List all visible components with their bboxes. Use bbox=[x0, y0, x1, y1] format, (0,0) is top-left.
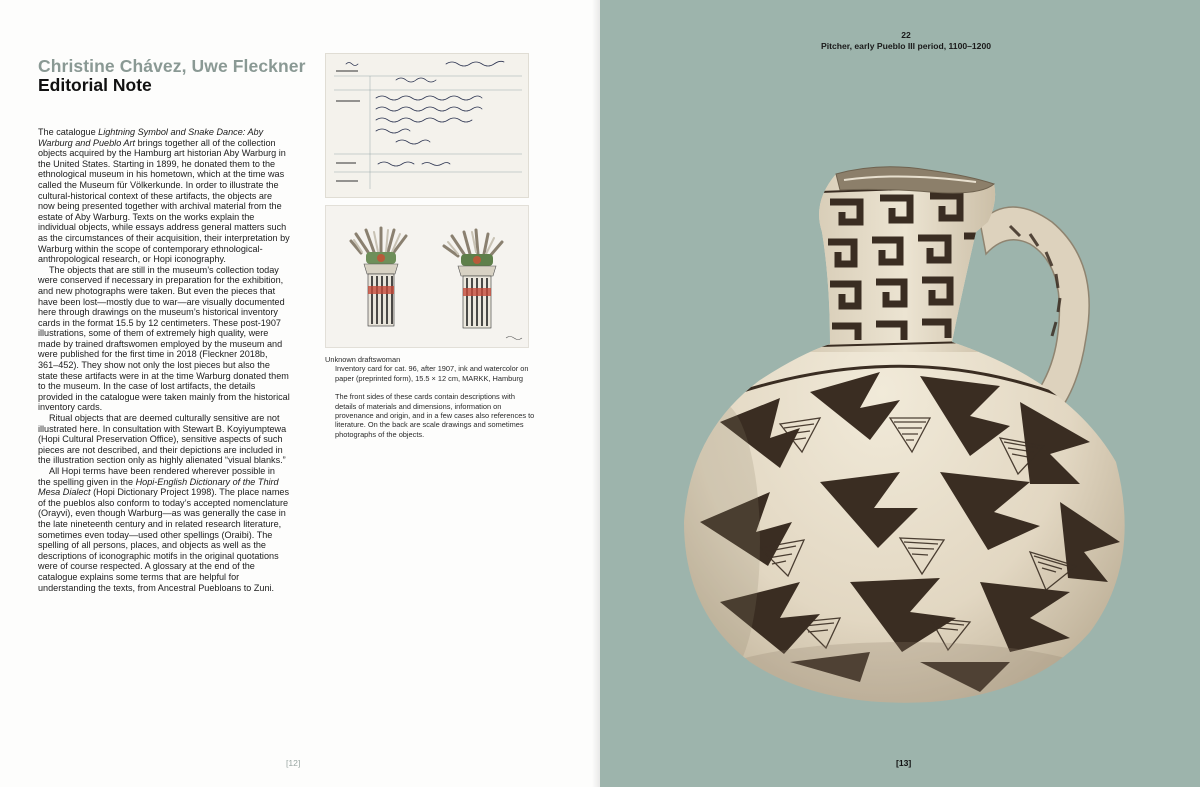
body-paragraph bbox=[38, 413, 290, 466]
page-number-right: [13] bbox=[896, 758, 912, 768]
inventory-card-image bbox=[325, 53, 529, 198]
page-title: Editorial Note bbox=[38, 75, 152, 95]
italic-title: Hopi-English Dictionary of the Third Mesa Dialect bbox=[38, 476, 279, 498]
caption-author: Unknown draftswoman bbox=[325, 355, 401, 364]
kachina-drawings-image bbox=[325, 205, 529, 348]
body-paragraph bbox=[38, 265, 290, 413]
body-paragraph bbox=[38, 127, 290, 265]
figure-caption bbox=[325, 355, 535, 439]
text-run: (Hopi Dictionary Project 1998). The place names of the pueblos also conform to today’s accepted nomenclature (Orayvi), even though Warburg—as was generally the case in the late nineteenth century and in related research literature, sometimes even today—used other spellings (Oraibi). The spelling of all persons, places, and objects as well as the descriptions of iconographic motifs in the original quotations were of course respected. A glossary at the end of the catalogue explains some terms that are helpful for understanding the texts, from Ancestral Puebloans to Zuni. bbox=[38, 487, 290, 593]
caption-details: Inventory card for cat. 96, after 1907, ink and watercolor on paper (preprinted form), 15.5 × 12 cm, MARKK, Hamburg bbox=[335, 364, 529, 383]
italic-title: Lightning Symbol and Snake Dance: Aby Warburg and Pueblo Art bbox=[38, 127, 264, 148]
authors-heading: Christine Chávez, Uwe Fleckner bbox=[38, 56, 306, 76]
page-number-left: [12] bbox=[286, 758, 301, 768]
kachina-drawings bbox=[326, 206, 529, 348]
caption-note: The front sides of these cards contain descriptions with details of materials and dimensions, information on provenance and origin, and in a few cases also references to literature. On the back are scale drawings and sometimes photographs of the objects. bbox=[335, 392, 535, 439]
inventory-card-drawing bbox=[326, 54, 529, 198]
text-run: All Hopi terms have been rendered wherever possible in the spelling given in the bbox=[38, 466, 275, 487]
catalogue-number: 22 bbox=[901, 30, 911, 40]
pitcher-photograph bbox=[680, 162, 1130, 710]
body-text bbox=[38, 127, 290, 593]
text-run: The objects that are still in the museum’s collection today were conserved if necessary in preparation for the exhibition, and new photographs were taken. But even the pieces that have been lost—mostly due to war—are visually documented here through drawings on the museum’s historical inventory cards in the format 15.5 by 12 centimeters. These post-1907 illustrations, some of them of extremely high quality, were made by trained draftswomen employed by the museum and were published for the first time in 2018 (Fleckner 2018b, 361–452). They show not only the lost pieces but also the state these artifacts were in at the time Warburg donated them to the museum. In the case of lost artifacts, the details provided in the catalogue were taken mainly from the historical inventory cards. bbox=[38, 264, 290, 413]
text-run: The catalogue bbox=[38, 127, 99, 137]
text-run: brings together all of the collection objects acquired by the Hamburg art historian Aby Warburg in the United States. Starting in 1899, he donated them to the ethnological museum in his hometown, which at the time was called the Museum für Völkerkunde. In order to illustrate the cultural-historical context of these artifacts, the objects are now being presented together with archival material from the estate of Aby Warburg. Texts on the works explain the individual objects, while essays address general matters such as the circumstances of their acquisition, their interpretation by Warburg within the scope of contemporary ethnological-anthropological research, or Hopi iconography. bbox=[38, 137, 290, 265]
object-title: Pitcher, early Pueblo III period, 1100–1200 bbox=[820, 41, 992, 51]
body-paragraph bbox=[38, 466, 290, 593]
text-run: Ritual objects that are deemed culturally sensitive are not illustrated here. In consultation with Stewart B. Koyiyumptewa (Hopi Cultural Preservation Office), sensitive aspects of such pieces are not described, and their depictions are included in the illustration section only as highly alienated “visual blanks.” bbox=[38, 413, 287, 466]
